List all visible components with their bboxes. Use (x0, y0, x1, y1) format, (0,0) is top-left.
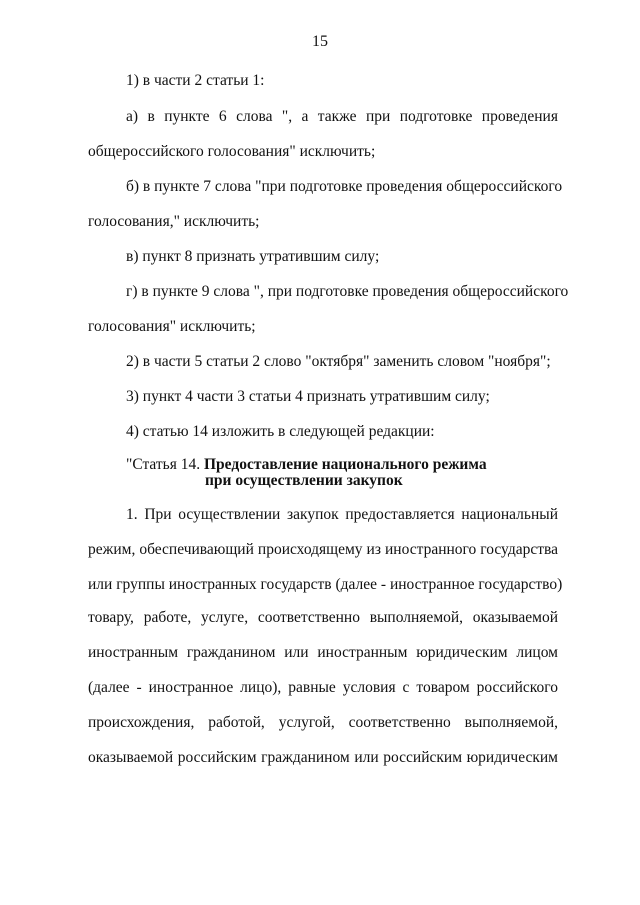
article-heading-title-part2: при осуществлении закупок (205, 472, 403, 489)
amendment-item-1a-line2: общероссийского голосования" исключить; (88, 143, 376, 160)
article-heading-prefix: "Статья 14. (126, 456, 204, 473)
article-paragraph-line5: иностранным гражданином или иностранным юридическим лицом (88, 644, 558, 661)
amendment-item-1: 1) в части 2 статьи 1: (126, 72, 265, 89)
article-paragraph-line6: (далее - иностранное лицо), равные условия с товаром российского (88, 679, 558, 696)
amendment-item-1b-line2: голосования," исключить; (88, 213, 260, 230)
article-paragraph-line4: товару, работе, услуге, соответственно выполняемой, оказываемой (88, 609, 558, 626)
amendment-item-4: 4) статью 14 изложить в следующей редакции: (126, 423, 435, 440)
article-paragraph-line7: происхождения, работой, услугой, соответственно выполняемой, (88, 714, 558, 731)
page-number: 15 (312, 33, 328, 50)
amendment-item-3: 3) пункт 4 части 3 статьи 4 признать утратившим силу; (126, 388, 490, 405)
amendment-item-1g-line1: г) в пункте 9 слова ", при подготовке проведения общероссийского (126, 283, 569, 300)
article-paragraph-line2: режим, обеспечивающий происходящему из иностранного государства (88, 541, 558, 558)
article-paragraph-line3: или группы иностранных государств (далее - иностранное государство) (88, 576, 563, 593)
amendment-item-2: 2) в части 5 статьи 2 слово "октября" заменить словом "ноября"; (126, 353, 551, 370)
amendment-item-1g-line2: голосования" исключить; (88, 318, 256, 335)
amendment-item-1a-line1: а) в пункте 6 слова ", а также при подготовке проведения (126, 108, 558, 125)
amendment-item-1v: в) пункт 8 признать утратившим силу; (126, 248, 380, 265)
article-paragraph-line1: 1. При осуществлении закупок предоставляется национальный (126, 506, 558, 523)
amendment-item-1b-line1: б) в пункте 7 слова "при подготовке проведения общероссийского (126, 178, 563, 195)
article-paragraph-line8: оказываемой российским гражданином или российским юридическим (88, 749, 558, 766)
article-heading-title-part1: Предоставление национального режима (204, 456, 487, 473)
